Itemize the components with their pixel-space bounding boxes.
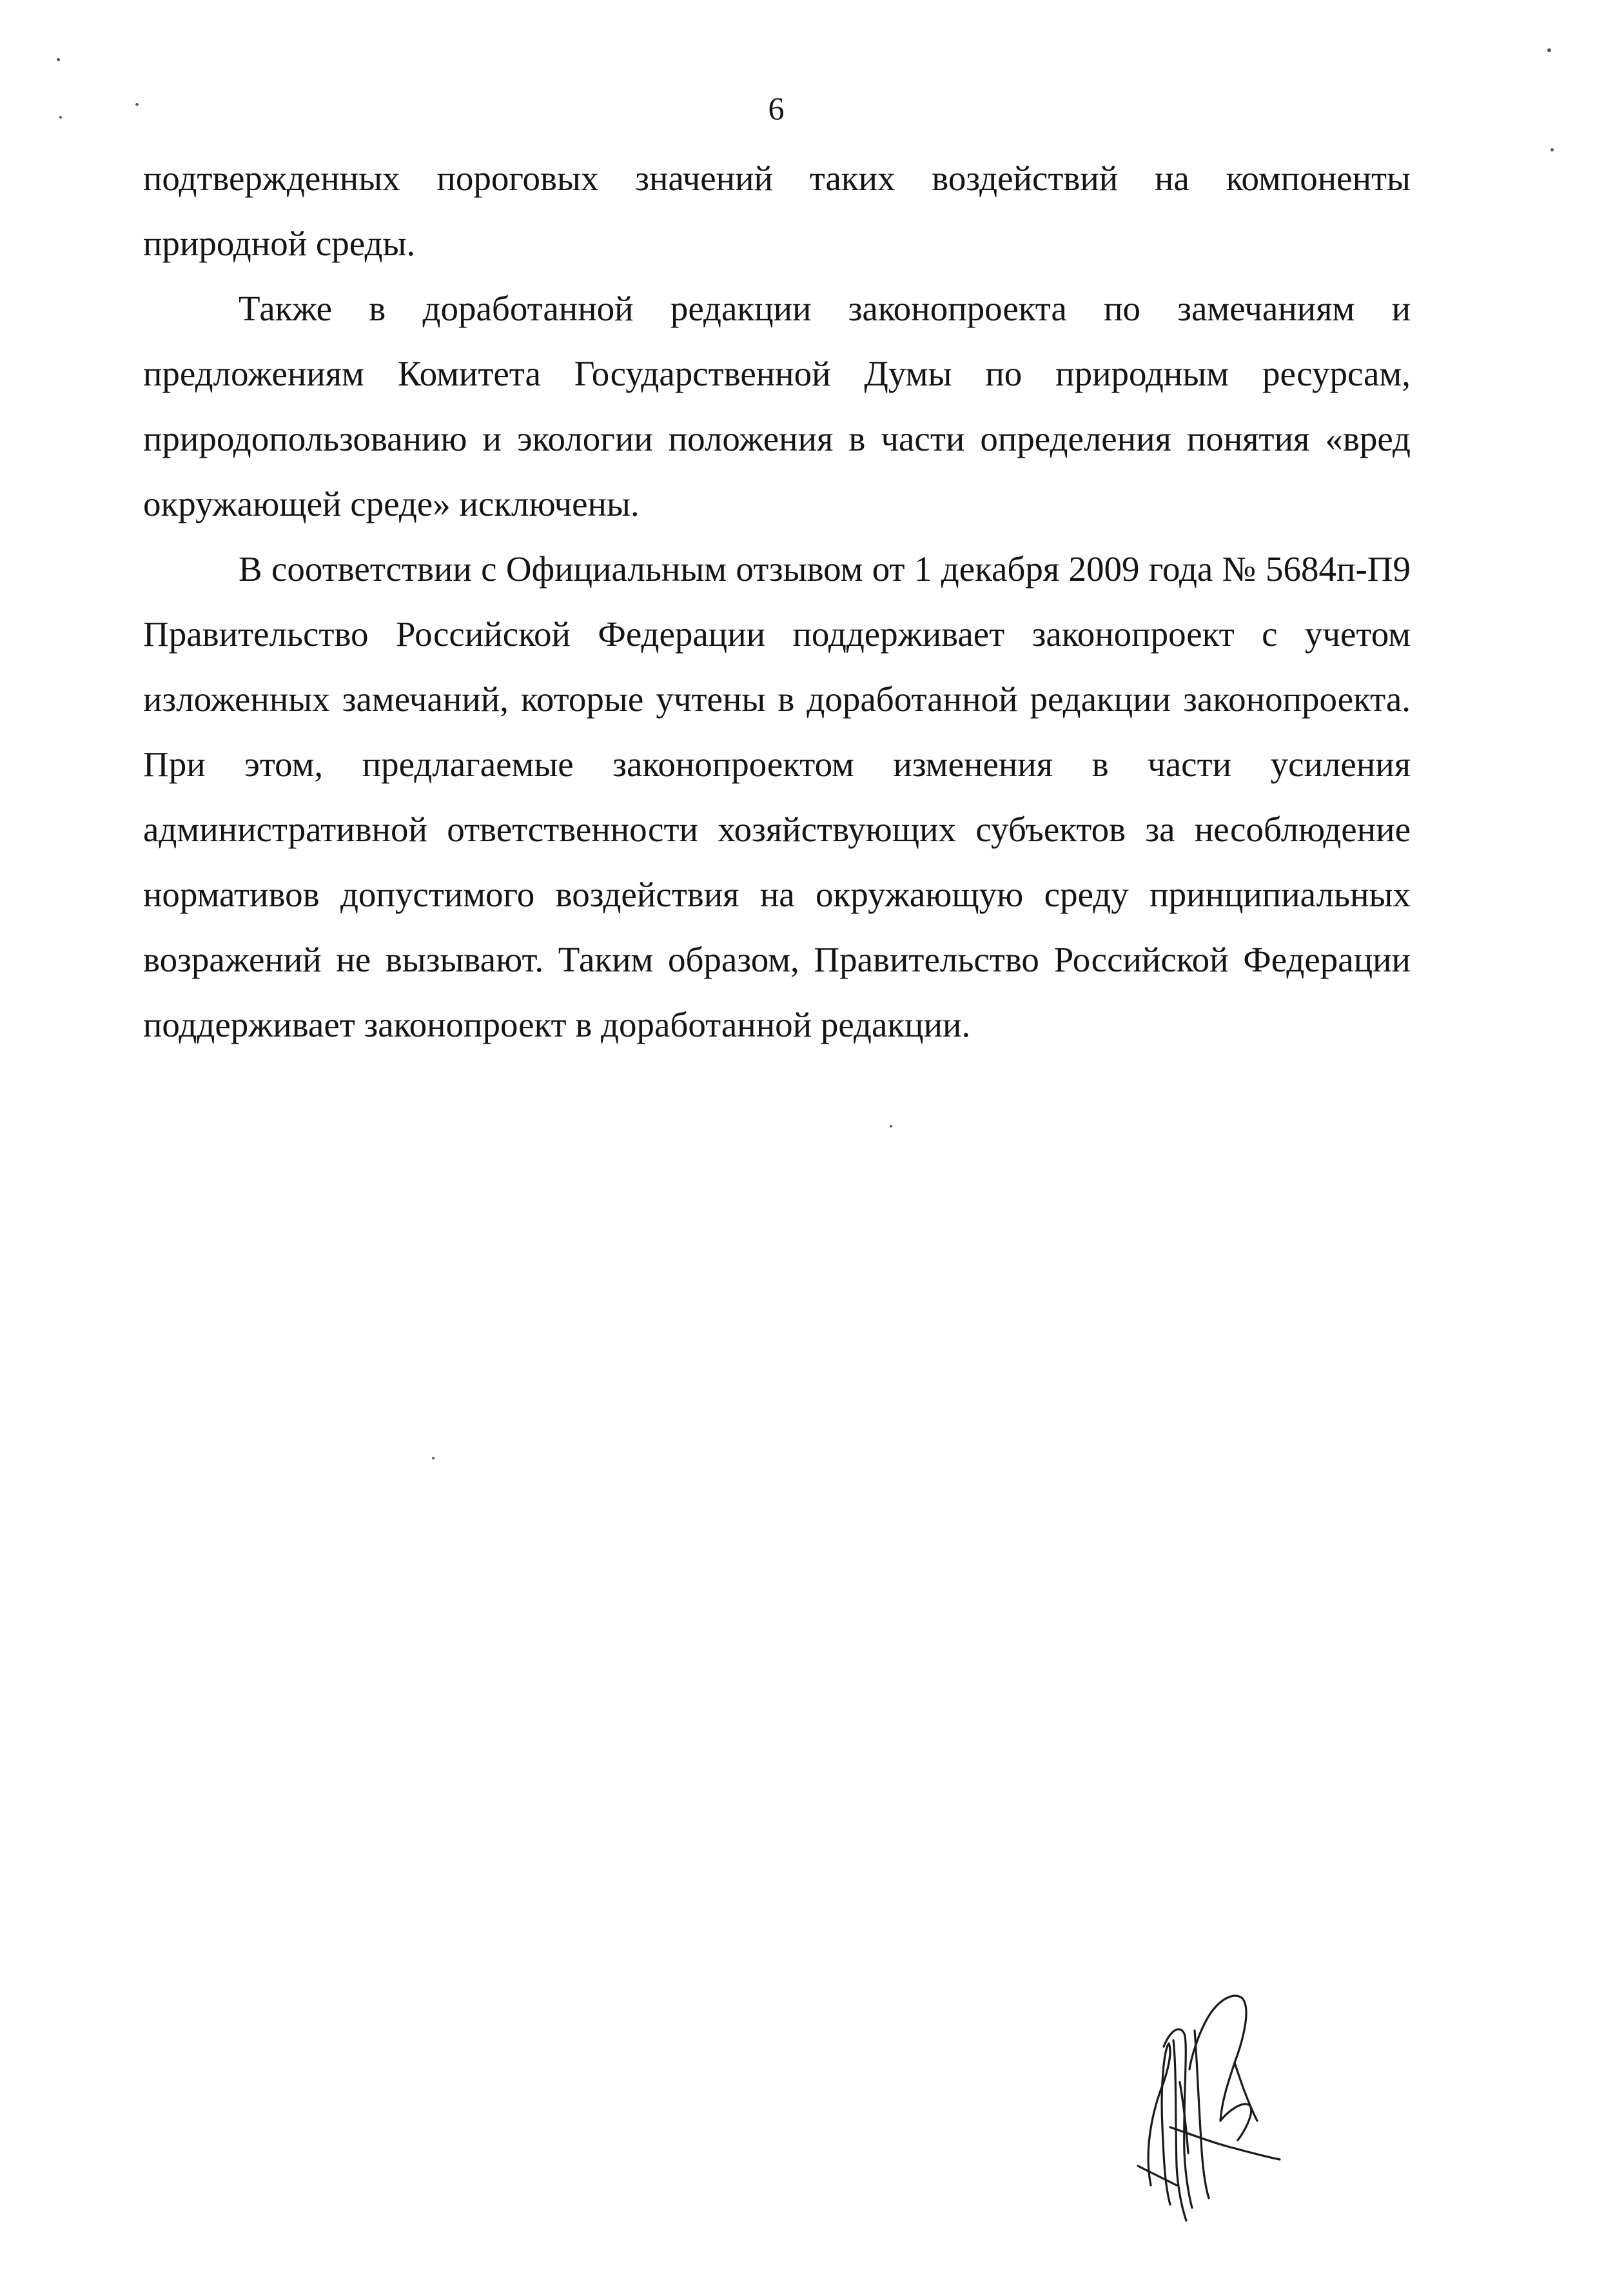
handwritten-signature-icon bbox=[1125, 1973, 1306, 2230]
scan-speck bbox=[1547, 48, 1551, 52]
scan-speck bbox=[59, 116, 62, 119]
document-body bbox=[143, 146, 1411, 1057]
paragraph-1: подтвержденных пороговых значений таких воздействий на компоненты природной среды. bbox=[143, 159, 1411, 263]
page-number: 6 bbox=[768, 90, 785, 126]
paragraph-3: В соответствии с Официальным отзывом от 1 декабря 2009 года № 5684п-П9 Правительство Российской Федерации поддерживает законопроект с учетом изложенных замечаний, которые учтены в доработанной редакции законопроекта. При этом, предлагаемые законопроектом изменения в части усиления административной ответственности хозяйствующих субъектов за несоблюдение нормативов допустимого воздействия на окружающую среду принципиальных возражений не вызывают. Таким образом, Правительство Российской Федерации поддерживает законопроект в доработанной редакции. bbox=[143, 549, 1411, 1044]
scan-speck bbox=[135, 103, 139, 106]
scan-speck bbox=[432, 1457, 435, 1459]
paragraph-2: Также в доработанной редакции законопроекта по замечаниям и предложениям Комитета Государственной Думы по природным ресурсам, природопользованию и экологии положения в части определения понятия «вред окружающей среде» исключены. bbox=[143, 289, 1411, 523]
scan-speck bbox=[1551, 148, 1554, 151]
scan-speck bbox=[890, 1125, 892, 1127]
scan-speck bbox=[57, 58, 60, 61]
